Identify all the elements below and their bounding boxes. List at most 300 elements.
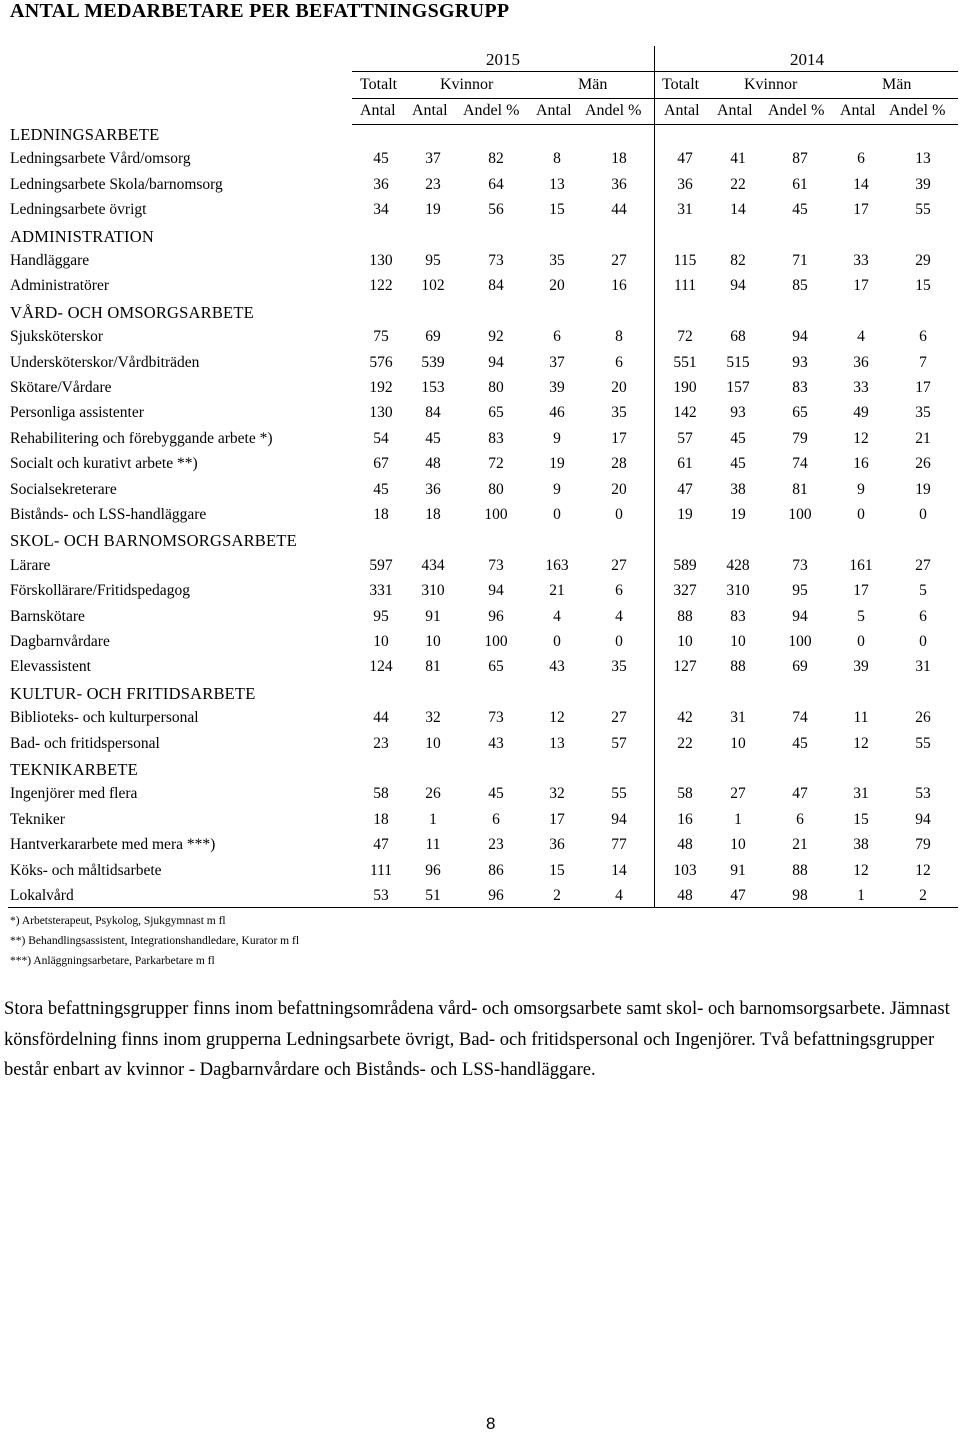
table-cell: 163: [545, 556, 569, 574]
footnote: ***) Anläggningsarbetare, Parkarbetare m fl: [10, 955, 215, 967]
table-cell: 331: [369, 582, 393, 600]
section-header-row: [0, 227, 960, 252]
table-cell: 13: [549, 175, 565, 193]
table-cell: 22: [677, 734, 693, 752]
table-cell: 16: [677, 810, 693, 828]
table-cell: 9: [553, 429, 561, 447]
section-label: SKOL- OCH BARNOMSORGSARBETE: [10, 531, 297, 551]
table-cell: 48: [677, 887, 693, 904]
table-cell: 73: [488, 556, 504, 574]
table-cell: 17: [549, 810, 565, 828]
section-label: VÅRD- OCH OMSORGSARBETE: [10, 302, 254, 322]
table-cell: 45: [488, 785, 504, 803]
section-label: TEKNIKARBETE: [10, 760, 138, 779]
table-cell: 23: [488, 836, 504, 854]
sub-header: Andel %: [889, 102, 946, 119]
page-title: ANTAL MEDARBETARE PER BEFATTNINGSGRUPP: [10, 0, 510, 22]
table-cell: 94: [611, 810, 627, 828]
row-label: Rehabilitering och förebyggande arbete *): [10, 429, 273, 447]
table-cell: 71: [792, 252, 808, 269]
table-cell: 0: [857, 506, 865, 523]
table-cell: 45: [792, 734, 808, 752]
table-cell: 142: [673, 404, 697, 422]
table-cell: 61: [677, 455, 693, 473]
section-header-row: [0, 684, 960, 709]
table-cell: 88: [677, 607, 693, 625]
table-cell: 15: [853, 810, 869, 828]
table-cell: 8: [553, 150, 561, 168]
table-cell: 6: [919, 607, 927, 625]
table-cell: 36: [373, 175, 389, 193]
table-cell: 47: [677, 150, 693, 168]
table-cell: 13: [549, 734, 565, 752]
table-cell: 11: [853, 709, 869, 727]
table-cell: 589: [673, 556, 697, 574]
sub-header: Antal: [360, 102, 396, 119]
table-row: [0, 252, 960, 277]
table-cell: 92: [488, 328, 504, 346]
table-cell: 65: [488, 404, 504, 422]
header-rule: [352, 71, 958, 72]
section-label: KULTUR- OCH FRITIDSARBETE: [10, 683, 256, 703]
table-cell: 35: [549, 252, 565, 269]
table-cell: 47: [373, 836, 389, 854]
table-row: [0, 862, 960, 887]
sub-header: Antal: [664, 102, 700, 119]
table-cell: 2: [553, 887, 561, 904]
row-label: Socialsekreterare: [10, 480, 117, 498]
table-cell: 86: [488, 861, 504, 879]
table-row: [0, 887, 960, 912]
year-header-2015: 2015: [486, 50, 520, 69]
table-cell: 32: [549, 785, 565, 803]
table-cell: 5: [857, 607, 865, 625]
table-cell: 48: [425, 455, 441, 473]
table-cell: 83: [488, 429, 504, 447]
group-header: Kvinnor: [440, 76, 494, 93]
table-cell: 7: [919, 353, 927, 371]
row-label: Ledningsarbete Vård/omsorg: [10, 150, 191, 168]
table-cell: 93: [792, 353, 808, 371]
group-header: Totalt: [360, 76, 398, 93]
sub-header: Antal: [412, 102, 448, 119]
table-cell: 79: [915, 836, 931, 854]
table-cell: 8: [615, 328, 623, 346]
table-cell: 36: [611, 175, 627, 193]
table-cell: 111: [673, 277, 697, 295]
table-cell: 21: [549, 582, 565, 600]
table-cell: 27: [611, 709, 627, 727]
row-label: Barnskötare: [10, 607, 85, 625]
table-cell: 53: [373, 887, 389, 904]
table-cell: 64: [488, 175, 504, 193]
table-cell: 27: [611, 556, 627, 574]
table-cell: 95: [425, 252, 441, 269]
table-cell: 96: [488, 887, 504, 904]
table-cell: 47: [677, 480, 693, 498]
table-cell: 83: [730, 607, 746, 625]
table-cell: 23: [425, 175, 441, 193]
table-cell: 6: [492, 810, 500, 828]
table-cell: 39: [853, 658, 869, 676]
sub-header: Andel %: [463, 102, 520, 119]
footnote: *) Arbetsterapeut, Psykolog, Sjukgymnast m fl: [10, 915, 226, 927]
table-row: [0, 785, 960, 810]
table-cell: 190: [673, 379, 697, 396]
table-cell: 49: [853, 404, 869, 422]
table-cell: 100: [484, 633, 508, 650]
table-cell: 37: [425, 150, 441, 168]
table-cell: 12: [853, 429, 869, 447]
table-cell: 17: [611, 429, 627, 447]
table-cell: 6: [553, 328, 561, 346]
table-cell: 310: [421, 582, 445, 600]
table-cell: 39: [915, 175, 931, 193]
table-cell: 14: [730, 201, 746, 219]
table-cell: 0: [615, 633, 623, 650]
table-cell: 1: [857, 887, 865, 904]
sub-header: Antal: [536, 102, 572, 119]
table-cell: 75: [373, 328, 389, 346]
table-cell: 85: [792, 277, 808, 295]
table-cell: 54: [373, 429, 389, 447]
table-cell: 35: [611, 404, 627, 422]
table-cell: 10: [677, 633, 693, 650]
row-label: Sjuksköterskor: [10, 328, 103, 346]
table-cell: 12: [853, 861, 869, 879]
table-cell: 55: [915, 734, 931, 752]
table-row: [0, 150, 960, 175]
table-cell: 95: [373, 607, 389, 625]
table-cell: 23: [373, 734, 389, 752]
table-cell: 102: [421, 277, 445, 295]
table-cell: 0: [857, 633, 865, 650]
table-cell: 39: [549, 379, 565, 396]
table-cell: 45: [730, 455, 746, 473]
table-cell: 21: [915, 429, 931, 447]
table-cell: 4: [615, 607, 623, 625]
table-cell: 31: [677, 201, 693, 219]
row-label: Administratörer: [10, 277, 110, 295]
table-cell: 95: [792, 582, 808, 600]
table-cell: 80: [488, 379, 504, 396]
table-cell: 65: [488, 658, 504, 676]
table-cell: 93: [730, 404, 746, 422]
table-cell: 100: [788, 633, 812, 650]
table-cell: 94: [792, 607, 808, 625]
table-cell: 1: [429, 810, 437, 828]
row-label: Dagbarnvårdare: [10, 633, 110, 650]
table-cell: 43: [549, 658, 565, 676]
table-cell: 94: [488, 353, 504, 371]
table-cell: 100: [484, 506, 508, 523]
table-cell: 47: [792, 785, 808, 803]
table-cell: 45: [373, 150, 389, 168]
table-cell: 57: [677, 429, 693, 447]
table-row: [0, 811, 960, 836]
table-cell: 597: [369, 556, 393, 574]
table-cell: 32: [425, 709, 441, 727]
table-cell: 26: [915, 709, 931, 727]
table-cell: 38: [730, 480, 746, 498]
table-cell: 12: [853, 734, 869, 752]
table-cell: 74: [792, 455, 808, 473]
table-cell: 41: [730, 150, 746, 168]
table-cell: 94: [792, 328, 808, 346]
table-cell: 58: [677, 785, 693, 803]
table-cell: 428: [726, 556, 750, 574]
table-cell: 115: [673, 252, 697, 269]
table-cell: 0: [919, 506, 927, 523]
table-cell: 9: [857, 480, 865, 498]
group-header: Män: [578, 76, 608, 93]
row-label: Hantverkararbete med mera ***): [10, 836, 216, 854]
table-cell: 17: [853, 277, 869, 295]
table-cell: 73: [792, 556, 808, 574]
table-cell: 53: [915, 785, 931, 803]
table-cell: 51: [425, 887, 441, 904]
row-label: Elevassistent: [10, 658, 91, 676]
table-cell: 10: [425, 734, 441, 752]
table-cell: 72: [488, 455, 504, 473]
table-cell: 96: [425, 861, 441, 879]
table-cell: 20: [549, 277, 565, 295]
table-row: [0, 430, 960, 455]
table-cell: 43: [488, 734, 504, 752]
table-cell: 15: [549, 861, 565, 879]
table-cell: 26: [425, 785, 441, 803]
table-cell: 576: [369, 353, 393, 371]
table-cell: 36: [549, 836, 565, 854]
table-row: [0, 506, 960, 531]
table-cell: 19: [425, 201, 441, 219]
table-cell: 45: [373, 480, 389, 498]
table-cell: 17: [915, 379, 931, 396]
row-label: Personliga assistenter: [10, 404, 144, 422]
table-cell: 434: [421, 556, 445, 574]
table-cell: 94: [915, 810, 931, 828]
table-cell: 35: [611, 658, 627, 676]
table-cell: 45: [792, 201, 808, 219]
table-cell: 17: [853, 201, 869, 219]
row-label: Socialt och kurativt arbete **): [10, 455, 198, 473]
table-cell: 45: [425, 429, 441, 447]
table-cell: 20: [611, 379, 627, 396]
table-cell: 6: [796, 810, 804, 828]
section-label: ADMINISTRATION: [10, 226, 154, 246]
table-cell: 26: [915, 455, 931, 473]
table-cell: 36: [425, 480, 441, 498]
table-cell: 19: [730, 506, 746, 523]
table-cell: 539: [421, 353, 445, 371]
table-cell: 5: [919, 582, 927, 600]
table-cell: 19: [915, 480, 931, 498]
group-header: Totalt: [662, 76, 700, 93]
row-label: Förskollärare/Fritidspedagog: [10, 582, 190, 600]
row-label: Biblioteks- och kulturpersonal: [10, 709, 199, 727]
table-cell: 55: [611, 785, 627, 803]
table-cell: 35: [915, 404, 931, 422]
footnote: **) Behandlingsassistent, Integrationshandledare, Kurator m fl: [10, 935, 300, 947]
row-label: Tekniker: [10, 810, 65, 828]
table-cell: 46: [549, 404, 565, 422]
table-cell: 111: [369, 861, 393, 879]
table-cell: 72: [677, 328, 693, 346]
table-cell: 0: [553, 506, 561, 523]
table-cell: 73: [488, 709, 504, 727]
table-cell: 29: [915, 252, 931, 269]
row-label: Köks- och måltidsarbete: [10, 861, 162, 879]
table-cell: 47: [730, 887, 746, 904]
table-row: [0, 557, 960, 582]
table-row: [0, 354, 960, 379]
table-cell: 327: [673, 582, 697, 600]
table-row: [0, 201, 960, 226]
table-row: [0, 176, 960, 201]
section-header-row: [0, 125, 960, 150]
table-cell: 11: [425, 836, 441, 854]
table-cell: 27: [730, 785, 746, 803]
table-cell: 17: [853, 582, 869, 600]
table-cell: 16: [611, 277, 627, 295]
table-row: [0, 608, 960, 633]
row-label: Handläggare: [10, 252, 90, 269]
table-cell: 58: [373, 785, 389, 803]
table-cell: 10: [425, 633, 441, 650]
table-cell: 0: [553, 633, 561, 650]
sub-header: Antal: [840, 102, 876, 119]
table-row: [0, 735, 960, 760]
table-cell: 96: [488, 607, 504, 625]
row-label: Ledningsarbete övrigt: [10, 201, 147, 219]
table-cell: 82: [730, 252, 746, 269]
table-cell: 36: [677, 175, 693, 193]
table-cell: 82: [488, 150, 504, 168]
table-cell: 55: [915, 201, 931, 219]
table-cell: 94: [730, 277, 746, 295]
table-cell: 84: [425, 404, 441, 422]
section-header-row: [0, 531, 960, 556]
table-row: [0, 709, 960, 734]
section-header-row: [0, 303, 960, 328]
table-cell: 15: [915, 277, 931, 295]
table-cell: 6: [615, 353, 623, 371]
table-cell: 77: [611, 836, 627, 854]
row-label: Ledningsarbete Skola/barnomsorg: [10, 175, 223, 193]
table-cell: 79: [792, 429, 808, 447]
table-cell: 98: [792, 887, 808, 904]
table-cell: 84: [488, 277, 504, 295]
row-label: Undersköterskor/Vårdbiträden: [10, 353, 200, 371]
table-cell: 4: [857, 328, 865, 346]
table-row: [0, 455, 960, 480]
sub-header: Andel %: [768, 102, 825, 119]
sub-header: Antal: [717, 102, 753, 119]
table-cell: 81: [792, 480, 808, 498]
table-cell: 157: [726, 379, 750, 396]
table-cell: 127: [673, 658, 697, 676]
table-row: [0, 277, 960, 302]
table-cell: 18: [373, 810, 389, 828]
table-cell: 27: [915, 556, 931, 574]
table-cell: 161: [849, 556, 873, 574]
table-cell: 87: [792, 150, 808, 168]
table-cell: 0: [919, 633, 927, 650]
row-label: Ingenjörer med flera: [10, 785, 138, 803]
table-cell: 80: [488, 480, 504, 498]
table-cell: 56: [488, 201, 504, 219]
table-cell: 551: [673, 353, 697, 371]
sub-header: Andel %: [585, 102, 642, 119]
table-cell: 44: [373, 709, 389, 727]
table-cell: 6: [857, 150, 865, 168]
table-cell: 310: [726, 582, 750, 600]
table-cell: 28: [611, 455, 627, 473]
year-header-2014: 2014: [790, 50, 824, 69]
group-header: Män: [882, 76, 912, 93]
table-cell: 68: [730, 328, 746, 346]
table-cell: 31: [853, 785, 869, 803]
table-cell: 69: [425, 328, 441, 346]
table-cell: 153: [421, 379, 445, 396]
table-cell: 10: [730, 836, 746, 854]
table-cell: 122: [369, 277, 393, 295]
table-cell: 81: [425, 658, 441, 676]
row-label: Lärare: [10, 556, 51, 574]
table-cell: 19: [549, 455, 565, 473]
table-row: [0, 328, 960, 353]
table-cell: 48: [677, 836, 693, 854]
table-cell: 4: [553, 607, 561, 625]
table-cell: 88: [792, 861, 808, 879]
table-cell: 36: [853, 353, 869, 371]
table-cell: 31: [730, 709, 746, 727]
table-row: [0, 404, 960, 429]
table-cell: 44: [611, 201, 627, 219]
section-label: LEDNINGSARBETE: [10, 125, 160, 144]
table-cell: 45: [730, 429, 746, 447]
table-cell: 91: [425, 607, 441, 625]
table-cell: 94: [488, 582, 504, 600]
row-label: Lokalvård: [10, 887, 74, 904]
table-cell: 130: [369, 252, 393, 269]
table-cell: 10: [730, 633, 746, 650]
table-cell: 9: [553, 480, 561, 498]
section-header-row: [0, 760, 960, 785]
table-cell: 1: [734, 810, 742, 828]
table-cell: 57: [611, 734, 627, 752]
table-cell: 192: [369, 379, 393, 396]
table-row: [0, 836, 960, 861]
table-cell: 103: [673, 861, 697, 879]
table-cell: 12: [549, 709, 565, 727]
table-cell: 27: [611, 252, 627, 269]
table-cell: 515: [726, 353, 750, 371]
table-cell: 13: [915, 150, 931, 168]
table-cell: 67: [373, 455, 389, 473]
table-cell: 14: [853, 175, 869, 193]
table-row: [0, 582, 960, 607]
table-cell: 18: [373, 506, 389, 523]
table-cell: 74: [792, 709, 808, 727]
table-cell: 33: [853, 379, 869, 396]
header-rule: [352, 98, 958, 99]
table-cell: 20: [611, 480, 627, 498]
table-row: [0, 633, 960, 658]
row-label: Skötare/Vårdare: [10, 379, 112, 396]
table-cell: 0: [615, 506, 623, 523]
table-cell: 22: [730, 175, 746, 193]
